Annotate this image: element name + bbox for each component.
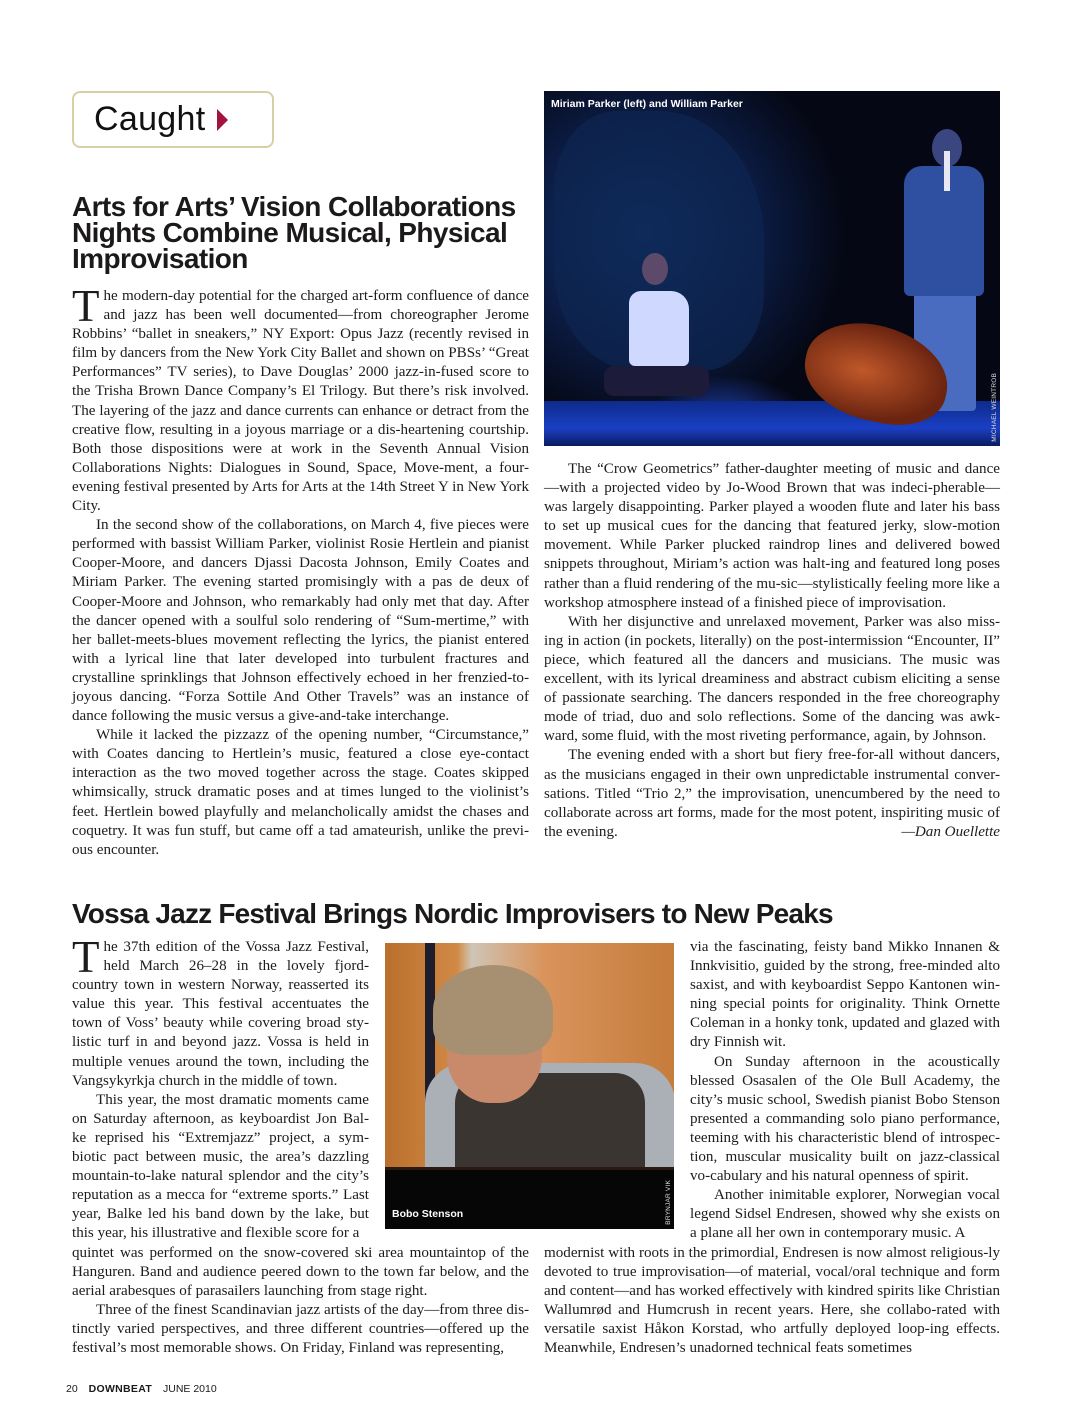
- article-2-paragraph: modernist with roots in the primordial, Endresen is now almost religious-ly devoted to true improvisation—of material, vocal/oral technique and form and content—and has worked effectively with kindred spirits like Christian Wallumrød and Humcrush in recent years. Here, she collabo-rated with versatile saxist Håkon Korstad, who artfully deployed loop-ing effects. Meanwhile, Endresen’s unadorned technical feats sometimes: [544, 1245, 1000, 1357]
- page-folio: [66, 1383, 217, 1395]
- photo-caption: Miriam Parker (left) and William Parker: [551, 98, 743, 110]
- article-2-headline: Vossa Jazz Festival Brings Nordic Improvisers to New Peaks: [72, 898, 833, 929]
- article-2-paragraph: The 37th edition of the Vossa Jazz Festival, held March 26–28 in the lovely fjord-country town in western Norway, reasserted its value this year. This festival accentuates the town of Voss’ beauty while covering broad sty-listic turf in and beyond jazz. Vossa is held in multiple venues around the town, including the Vangsykyrkja church in the middle of town.: [72, 932, 369, 1089]
- photo-caption: Bobo Stenson: [392, 1208, 464, 1220]
- article-2-paragraph: quintet was performed on the snow-covered ski area mountaintop of the Hanguren. Band and audience peered down to the town far below, and the aerial arabesques of parasailers launching from stage right.: [72, 1245, 529, 1300]
- article-1-paragraph: The “Crow Geometrics” father-daughter meeting of music and dance—with a projected video by Jo-Wood Brown that was indeci-pherable—was largely disappointing. Parker played a wooden flute and later his bass to set up musical cues for the dancing that featured jerky, slow-motion movement. While Parker plucked raindrop lines and delivered bowed snippets throughout, Miriam’s action was halt-ing and featured long poses rather than a fluid rendering of the mu-sic—stylistically feeling more like a workshop atmosphere instead of a finished piece of improvisation.: [544, 461, 1000, 611]
- article-1-column-left: [72, 281, 529, 860]
- photo-bobo-stenson: [385, 943, 674, 1229]
- page-number: 20: [66, 1383, 78, 1395]
- article-1-paragraph: The evening ended with a short but fiery free-for-all without dancers, as the musicians engaged in their own unpredictable instrumental conver-sations. Titled “Trio 2,” the improvisation, unencumbered by the need to collaborate across art forms, made for the most potent, inspiriting music of the evening.: [544, 747, 1000, 840]
- article-1-paragraph: With her disjunctive and unrelaxed movement, Parker was also miss-ing in action (in pockets, literally) on the post-intermission “Encounter, II” piece, which featured all the dancers and musicians. The music was excellent, with its lyrical dreaminess and abstract cubism eliciting a sense of passionate searching. The dancers responded in the free choreography mode of triad, duo and solo reflections. Some of the dancing was awk-ward, some fluid, with the most riveting performance, again, by Johnson.: [544, 613, 1000, 745]
- issue-date: JUNE 2010: [162, 1383, 217, 1395]
- article-1-column-right: [544, 460, 1000, 842]
- article-1-headline: Arts for Arts’ Vision Collaborations Nights Combine Musical, Physical Improvisation: [72, 191, 516, 274]
- triangle-right-icon: [217, 109, 228, 131]
- section-tag-caught: [72, 91, 274, 148]
- article-2-column-left: [72, 932, 369, 1244]
- article-1-paragraph: While it lacked the pizzazz of the opening number, “Circumstance,” with Coates dancing to Hertlein’s music, featured a close eye-contact interaction as the two moved together across the stage. Coates skipped whimsically, struck dramatic poses and at times lunged to the violinist’s feet. Hertlein bowed playfully and melancholically amidst the chases and coquetry. It was fun stuff, but came off a tad amateurish, unlike the previ-ous encounter.: [72, 727, 529, 858]
- article-2-paragraph: On Sunday afternoon in the acoustically blessed Osasalen of the Ole Bull Academy, the city’s music school, Swedish pianist Bobo Stenson presented a commanding solo piano performance, teeming with his characteristic blend of introspec-tion, muscular musicality built on jazz-classical vo-cabulary and his natural openness of spirit.: [690, 1053, 1000, 1185]
- drop-cap: T: [72, 932, 100, 982]
- article-2-paragraph: Three of the finest Scandinavian jazz artists of the day—from three dis-tinctly varied perspectives, and three different countries—offered up the festival’s most memorable shows. On Friday, Finland was representing,: [72, 1302, 529, 1357]
- photo-miriam-william-parker: [544, 91, 1000, 446]
- article-1-paragraph: The modern-day potential for the charged art-form confluence of dance and jazz has been well documented—from choreographer Jerome Robbins’ “ballet in sneakers,” NY Export: Opus Jazz (recently revised in film by dancers from the New York City Ballet and shown on PBSs’ “Great Performances” TV series), to Dave Douglas’ 2000 jazz-in-fused score to the Trisha Brown Dance Company’s El Trilogy. But there’s risk involved. The layering of the jazz and dance currents can enhance or detract from the creative flow, resulting in a joyous marriage or a dis-heartening courtship. Both those dispositions were at work in the Seventh Annual Vision Collaborations Nights: Dialogues in Sound, Space, Move-ment, a four-evening festival presented by Arts for Arts at the 14th Street Y in New York City.: [72, 281, 529, 515]
- article-2-paragraph: via the fascinating, feisty band Mikko Innanen & Innkvisitio, guided by the strong, free-minded alto saxist, and with keyboardist Seppo Kantonen win-ning special points for originality. Think Ornette Coleman in a honky tonk, updated and glazed with dry Finnish wit.: [690, 939, 1000, 1051]
- drop-cap: T: [72, 281, 100, 331]
- article-2-column-left-lower: [72, 1244, 529, 1359]
- photo-credit: BRYNJAR VIK: [665, 1180, 672, 1225]
- photo-credit: MICHAEL WEINTROB: [991, 373, 998, 442]
- section-tag-label: Caught: [94, 100, 206, 138]
- article-1-paragraph: In the second show of the collaborations, on March 4, five pieces were performed with bassist William Parker, violinist Rosie Hertlein and pianist Cooper-Moore, and dancers Djassi Dacosta Johnson, Emily Coates and Miriam Parker. The evening started promisingly with a pas de deux of Cooper-Moore and Johnson, who remarkably had only met that day. After the dancer opened with a soulful solo rendering of “Sum-mertime,” with her ballet-meets-blues movement reflecting the lyrics, the pianist entered with a lyrical line that later developed into turbulent fractures and crystalline sprinklings that Johnson effectively echoed in her frenzied-to-joyous dancing. “Forza Sottile And Other Travels” was an instance of dance following the music versus a give-and-take interchange.: [72, 517, 529, 725]
- article-2-paragraph: This year, the most dramatic moments came on Saturday afternoon, as keyboardist Jon Bal-ke reprised his “Extremjazz” project, a sym-biotic pact between music, the area’s dazzling mountain-to-lake natural splendor and the city’s reputation as a mecca for “extreme sports.” Last year, Balke led his band down by the lake, but this year, his illustrative and flexible score for a: [72, 1091, 369, 1242]
- magazine-name: DOWNBEAT: [88, 1383, 153, 1395]
- article-2-paragraph: Another inimitable explorer, Norwegian vocal legend Sidsel Endresen, showed why she exists on a plane all her own in contemporary music. A: [690, 1187, 1000, 1242]
- article-2-column-right-lower: [544, 1244, 1000, 1359]
- article-2-column-right: [690, 938, 1000, 1244]
- byline: —Dan Ouellette: [901, 823, 1000, 840]
